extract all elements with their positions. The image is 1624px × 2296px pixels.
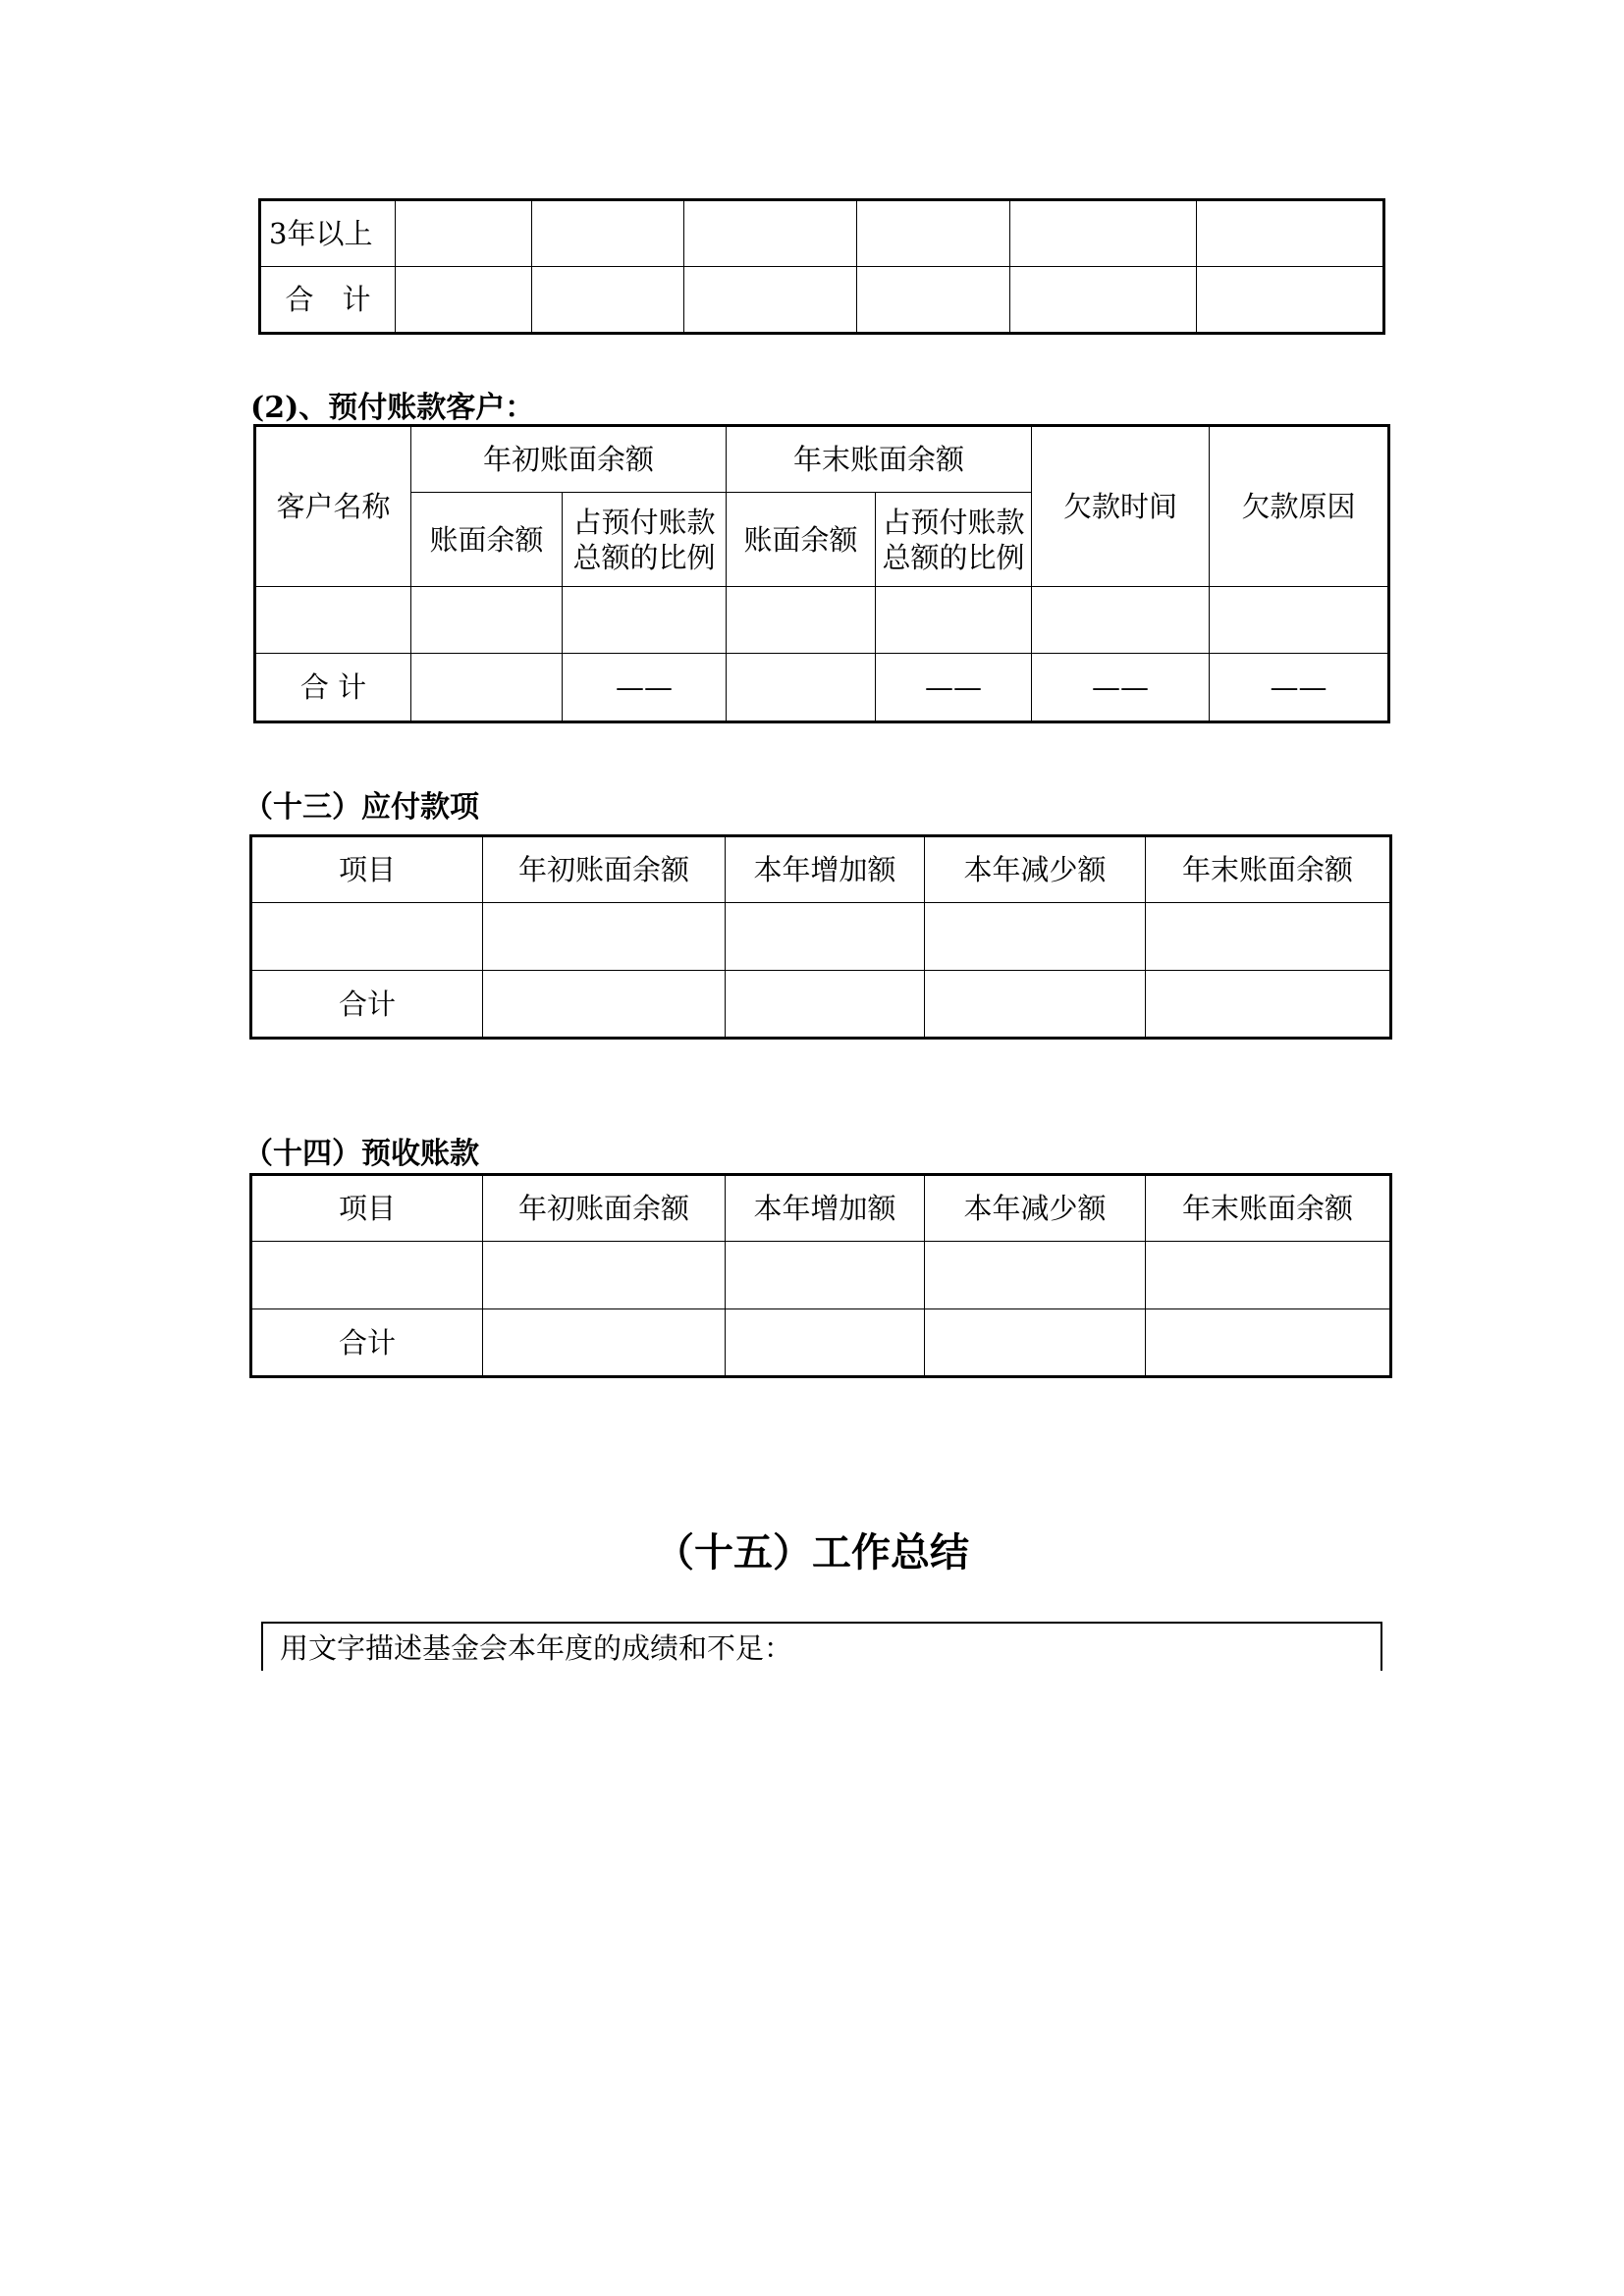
dash-cell: ——: [1210, 654, 1389, 722]
table-cell: [726, 971, 925, 1039]
table-cell: [684, 200, 857, 267]
header-decrease: 本年减少额: [925, 836, 1146, 903]
aging-row-label: 3年以上: [260, 200, 396, 267]
prepaid-heading: (2)、预付账款客户：: [250, 391, 535, 425]
table-cell: [483, 1242, 726, 1309]
table-cell: [684, 267, 857, 334]
book-balance-header: 账面余额: [411, 493, 563, 587]
header-decrease: 本年减少额: [925, 1175, 1146, 1242]
aging-table: [258, 198, 1385, 335]
table-cell: [563, 587, 727, 654]
table-cell: [1210, 587, 1389, 654]
header-increase: 本年增加额: [726, 1175, 925, 1242]
table-cell: [925, 971, 1146, 1039]
dash-cell: ——: [563, 654, 727, 722]
table-cell: [1032, 587, 1210, 654]
aging-row-3plus: [260, 200, 1384, 267]
table-cell: [726, 1242, 925, 1309]
table-cell: [857, 267, 1010, 334]
table-cell: [483, 971, 726, 1039]
ratio-header-line1: 占预付账款: [572, 505, 716, 539]
arrears-reason-header: 欠款原因: [1210, 426, 1389, 587]
ratio-header-line1: 占预付账款: [882, 505, 1025, 539]
table-cell: [857, 200, 1010, 267]
dash-cell: ——: [876, 654, 1032, 722]
payables-table: [249, 834, 1392, 1040]
aging-row-label: 合 计: [260, 267, 396, 334]
table-cell: [1146, 1309, 1391, 1377]
header-increase: 本年增加额: [726, 836, 925, 903]
table-cell: [727, 654, 876, 722]
table-cell: [483, 903, 726, 971]
table-cell: [483, 1309, 726, 1377]
dash-cell: ——: [1032, 654, 1210, 722]
table-cell: [876, 587, 1032, 654]
table-cell: [532, 200, 684, 267]
advance-total-row: [251, 1309, 1391, 1377]
table-cell: [726, 903, 925, 971]
table-cell: [1146, 903, 1391, 971]
table-cell: [411, 587, 563, 654]
table-cell: [255, 587, 411, 654]
table-cell: [411, 654, 563, 722]
payables-empty-row: [251, 903, 1391, 971]
header-year-start: 年初账面余额: [483, 836, 726, 903]
work-summary-title: （十五）工作总结: [655, 1529, 969, 1575]
prepaid-total-row: [255, 654, 1389, 722]
payables-total-row: [251, 971, 1391, 1039]
header-item: 项目: [251, 836, 483, 903]
table-cell: [251, 903, 483, 971]
table-cell: [925, 1309, 1146, 1377]
total-label: 合计: [251, 971, 483, 1039]
header-year-end: 年末账面余额: [1146, 836, 1391, 903]
header-year-start: 年初账面余额: [483, 1175, 726, 1242]
prepaid-empty-row: [255, 587, 1389, 654]
table-cell: [1197, 200, 1384, 267]
advance-receipts-heading: （十四）预收账款: [244, 1137, 479, 1171]
payables-heading: （十三）应付款项: [244, 790, 479, 825]
total-label: 合 计: [255, 654, 411, 722]
table-cell: [1010, 267, 1197, 334]
table-cell: [925, 903, 1146, 971]
year-end-header: 年末账面余额: [727, 426, 1032, 493]
payables-header-row: [251, 836, 1391, 903]
work-summary-prompt: 用文字描述基金会本年度的成绩和不足：: [280, 1631, 793, 1665]
book-balance-header: 账面余额: [727, 493, 876, 587]
table-cell: [1146, 1242, 1391, 1309]
customer-name-header: 客户名称: [255, 426, 411, 587]
advance-header-row: [251, 1175, 1391, 1242]
table-cell: [925, 1242, 1146, 1309]
ratio-header-line2: 总额的比例: [572, 540, 716, 574]
advance-receipts-table: [249, 1173, 1392, 1378]
table-cell: [727, 587, 876, 654]
advance-empty-row: [251, 1242, 1391, 1309]
table-cell: [1146, 971, 1391, 1039]
header-item: 项目: [251, 1175, 483, 1242]
arrears-time-header: 欠款时间: [1032, 426, 1210, 587]
table-cell: [251, 1242, 483, 1309]
year-start-header: 年初账面余额: [411, 426, 727, 493]
header-year-end: 年末账面余额: [1146, 1175, 1391, 1242]
table-cell: [726, 1309, 925, 1377]
prepaid-table: [253, 424, 1390, 723]
table-cell: [532, 267, 684, 334]
ratio-header-line2: 总额的比例: [882, 540, 1025, 574]
table-cell: [1010, 200, 1197, 267]
total-label: 合计: [251, 1309, 483, 1377]
table-cell: [396, 200, 532, 267]
table-cell: [1197, 267, 1384, 334]
table-cell: [396, 267, 532, 334]
aging-row-total: [260, 267, 1384, 334]
ratio-header: [563, 493, 727, 587]
ratio-header: [876, 493, 1032, 587]
